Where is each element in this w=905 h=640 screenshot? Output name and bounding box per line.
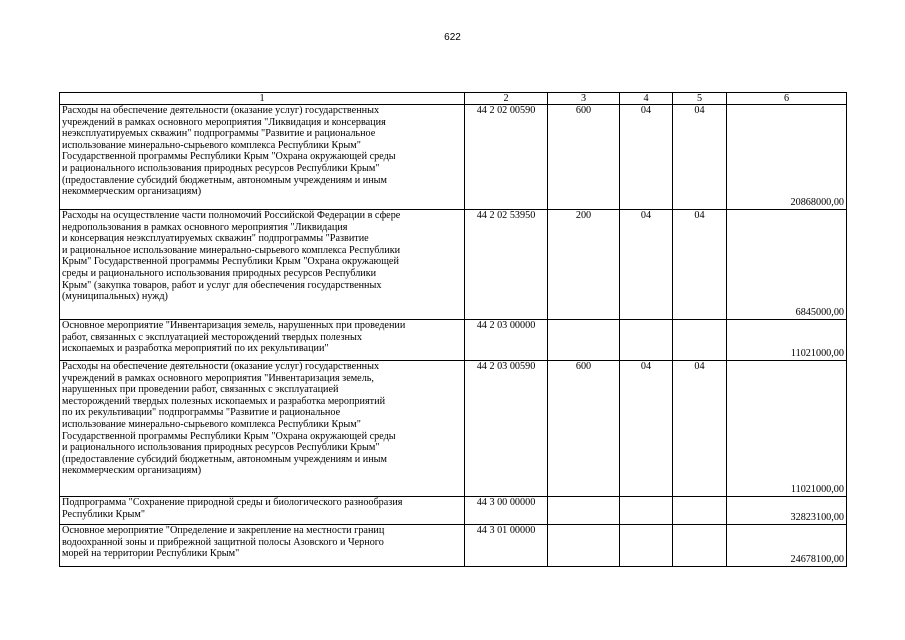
table-row (60, 525, 847, 567)
column-header-3: 3 (548, 93, 620, 105)
row-section (620, 525, 673, 567)
row-section (620, 497, 673, 525)
row-subsection: 04 (673, 361, 727, 497)
row-description-text: Подпрограмма "Сохранение природной среды и биологического разнообразия Республики Крым" (62, 497, 403, 520)
row-amount: 32823100,00 (727, 497, 847, 525)
row-code: 44 2 03 00590 (465, 361, 548, 497)
row-description (60, 361, 465, 497)
row-description-text: Расходы на обеспечение деятельности (оказание услуг) государственных учреждений в рамках основного мероприятия "Инвентаризация земель, нарушенных при проведении работ, связанных с эксплуатацией месторождений твердых полезных ископаемых и разработка мероприятий по их рекультивации" подпрограммы "Развитие и рациональное использование минерально-сырьевого комплекса Республики Крым" Государственной программы Республики Крым "Охрана окружающей среды и рационального использования природных ресурсов Республики Крым" (предоставление субсидий бюджетным, автономным учреждениям и иным некоммерческим организациям) (62, 361, 396, 477)
row-code: 44 2 02 53950 (465, 210, 548, 320)
row-section: 04 (620, 105, 673, 210)
row-section: 04 (620, 210, 673, 320)
row-expense-type: 600 (548, 105, 620, 210)
row-expense-type (548, 497, 620, 525)
budget-table (59, 92, 847, 567)
row-code: 44 3 01 00000 (465, 525, 548, 567)
table-row (60, 361, 847, 497)
row-code: 44 2 03 00000 (465, 320, 548, 361)
row-description (60, 320, 465, 361)
column-header-2: 2 (465, 93, 548, 105)
column-header-1: 1 (60, 93, 465, 105)
row-amount: 20868000,00 (727, 105, 847, 210)
row-expense-type: 600 (548, 361, 620, 497)
row-subsection: 04 (673, 210, 727, 320)
row-code: 44 3 00 00000 (465, 497, 548, 525)
column-header-6: 6 (727, 93, 847, 105)
row-amount: 11021000,00 (727, 361, 847, 497)
row-expense-type (548, 525, 620, 567)
row-description-text: Расходы на осуществление части полномочий Российской Федерации в сфере недропользования в рамках основного мероприятия "Ликвидация и консервация неэксплуатируемых скважин" подпрограммы "Развитие и рациональное использование минерально-сырьевого комплекса Республики Крым" Государственной программы Республики Крым "Охрана окружающей среды и рационального использования природных ресурсов Республики Крым" (закупка товаров, работ и услуг для обеспечения государственных (муниципальных) нужд) (62, 210, 401, 303)
row-description-text: Расходы на обеспечение деятельности (оказание услуг) государственных учреждений в рамках основного мероприятия "Ликвидация и консервация неэксплуатируемых скважин" подпрограммы "Развитие и рациональное использование минерально-сырьевого комплекса Республики Крым" Государственной программы Республики Крым "Охрана окружающей среды и рационального использования природных ресурсов Республики Крым" (предоставление субсидий бюджетным, автономным учреждениям и иным некоммерческим организациям) (62, 105, 396, 198)
row-section (620, 320, 673, 361)
row-amount: 11021000,00 (727, 320, 847, 361)
row-subsection (673, 320, 727, 361)
column-header-4: 4 (620, 93, 673, 105)
column-header-5: 5 (673, 93, 727, 105)
budget-table-body (60, 93, 847, 567)
row-amount: 24678100,00 (727, 525, 847, 567)
row-description-text: Основное мероприятие "Инвентаризация земель, нарушенных при проведении работ, связанных с эксплуатацией месторождений твердых полезных ископаемых и разработка мероприятий по их рекультивации" (62, 320, 406, 355)
row-description (60, 210, 465, 320)
row-description-text: Основное мероприятие "Определение и закрепление на местности границ водоохранной зоны и прибрежной защитной полосы Азовского и Черного морей на территории Республики Крым" (62, 525, 385, 560)
table-row (60, 320, 847, 361)
row-description (60, 525, 465, 567)
row-amount: 6845000,00 (727, 210, 847, 320)
table-row (60, 105, 847, 210)
row-section: 04 (620, 361, 673, 497)
row-subsection: 04 (673, 105, 727, 210)
row-expense-type (548, 320, 620, 361)
table-row (60, 210, 847, 320)
row-description (60, 497, 465, 525)
table-header-row (60, 93, 847, 105)
page-number: 622 (444, 32, 461, 43)
row-code: 44 2 02 00590 (465, 105, 548, 210)
row-expense-type: 200 (548, 210, 620, 320)
row-subsection (673, 525, 727, 567)
table-row (60, 497, 847, 525)
row-description (60, 105, 465, 210)
row-subsection (673, 497, 727, 525)
